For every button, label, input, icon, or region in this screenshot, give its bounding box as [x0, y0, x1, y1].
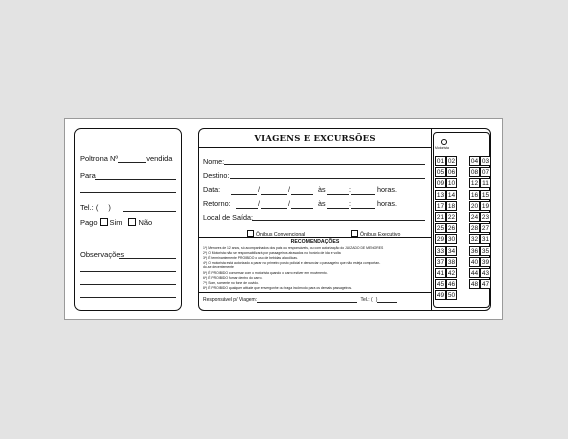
- seat-03[interactable]: 03: [481, 158, 490, 165]
- title-divider: [199, 147, 431, 148]
- seat-01[interactable]: 01: [436, 158, 445, 165]
- retorno-month-field[interactable]: [261, 199, 287, 209]
- seat-38[interactable]: 38: [447, 258, 456, 266]
- responsavel-field[interactable]: [257, 302, 357, 303]
- poltrona-row: [80, 154, 172, 163]
- recomendacao-item: 6º) É PROIBIDO fumar dentro do carro.: [203, 276, 263, 280]
- seat-17[interactable]: 17: [436, 202, 445, 210]
- footer-divider: [199, 292, 431, 293]
- slash: /: [258, 199, 260, 208]
- seat-10[interactable]: 10: [447, 180, 456, 188]
- nome-label: Nome:: [203, 157, 225, 166]
- seat-21[interactable]: 21: [436, 214, 445, 221]
- tel-paren: ): [108, 203, 111, 212]
- para-label: Para: [80, 171, 96, 180]
- recomendacao-item: 7º) Som, somente no fone de ouvido.: [203, 281, 259, 285]
- bus-convencional-label: Ônibus Convencional: [256, 232, 306, 238]
- seat-30[interactable]: 30: [447, 236, 456, 244]
- destino-field[interactable]: [230, 178, 425, 179]
- seat-34[interactable]: 34: [447, 247, 456, 255]
- seat-33[interactable]: 33: [436, 247, 445, 255]
- data-month-field[interactable]: [261, 185, 287, 195]
- sim-checkbox[interactable]: [100, 218, 108, 226]
- data-year-field[interactable]: [291, 185, 313, 195]
- seat-39[interactable]: 39: [481, 258, 490, 266]
- pago-label: Pago: [80, 218, 98, 227]
- seat-02[interactable]: 02: [447, 158, 456, 165]
- seat-23[interactable]: 23: [481, 214, 490, 221]
- seat-18[interactable]: 18: [447, 202, 456, 210]
- seat-31[interactable]: 31: [481, 236, 490, 244]
- retorno-minute-field[interactable]: [351, 199, 375, 209]
- recomendacoes-title: RECOMENDAÇÕES: [290, 239, 340, 245]
- tel-row: [80, 203, 111, 212]
- recomendacao-item: 4º) O motorista está autorizado a parar no primeiro posto policial e denunciar o passageiro que não esteja comportan-: [203, 261, 381, 265]
- data-minute-field[interactable]: [351, 185, 375, 195]
- retorno-day-field[interactable]: [236, 199, 258, 209]
- recomendacoes-divider: [199, 237, 431, 238]
- footer-row: [203, 297, 397, 303]
- bus-executivo-checkbox[interactable]: [351, 230, 358, 237]
- colon: :: [349, 185, 351, 194]
- ticket-main: [198, 128, 491, 311]
- as-label: às: [318, 199, 326, 208]
- seat-47[interactable]: 47: [481, 281, 490, 289]
- slash: /: [288, 199, 290, 208]
- responsavel-label: Responsável p/ Viagem:: [203, 297, 258, 303]
- data-hour-field[interactable]: [327, 185, 349, 195]
- data-row: [203, 185, 397, 194]
- seat-40[interactable]: 40: [470, 258, 479, 266]
- seat-32[interactable]: 32: [470, 236, 479, 244]
- local-saida-field[interactable]: [252, 220, 425, 221]
- seat-15[interactable]: 15: [481, 191, 490, 199]
- seat-04[interactable]: 04: [470, 158, 479, 165]
- nao-checkbox[interactable]: [128, 218, 136, 226]
- seat-13[interactable]: 13: [436, 191, 445, 199]
- observacoes-line2[interactable]: [80, 271, 176, 272]
- recomendacao-item: 3º) É terminantemente PROIBIDO o uso de bebidas alcoólicas.: [203, 256, 298, 260]
- seat-29[interactable]: 29: [436, 236, 445, 244]
- data-day-field[interactable]: [231, 185, 257, 195]
- seat-35[interactable]: 35: [481, 247, 490, 255]
- seat-27[interactable]: 27: [481, 225, 490, 233]
- retorno-hour-field[interactable]: [327, 199, 349, 209]
- local-saida-label: Local de Saída:: [203, 213, 253, 222]
- slash: /: [288, 185, 290, 194]
- seat-06[interactable]: 06: [447, 169, 456, 177]
- seat-50[interactable]: 50: [447, 292, 456, 300]
- footer-tel-label: Tel.: (: [360, 297, 373, 303]
- seat-11[interactable]: 11: [480, 178, 491, 188]
- seat-44[interactable]: 44: [470, 270, 479, 277]
- seat-09[interactable]: 09: [436, 180, 445, 188]
- seat-25[interactable]: 25: [436, 225, 445, 233]
- retorno-label: Retorno:: [203, 199, 231, 208]
- sim-label: Sim: [109, 218, 123, 227]
- seat-12[interactable]: 12: [470, 180, 479, 188]
- seat-45[interactable]: 45: [436, 281, 445, 289]
- seat-map: [433, 132, 490, 308]
- observacoes-field[interactable]: [119, 258, 176, 259]
- poltrona-label: Poltrona Nº: [80, 154, 119, 163]
- tel-label: Tel.: (: [80, 203, 99, 212]
- recomendacao-item: 2º) O Motorista não se responsabilizará por passageiros atrasados no horário de ida e volta: [203, 251, 341, 255]
- recomendacao-item: 8º) É PROIBIDO qualquer atitude que envergonhe ou traga incômodo para os demais passageiros.: [203, 286, 353, 290]
- seat-08[interactable]: 08: [470, 169, 479, 177]
- nao-label: Não: [138, 218, 153, 227]
- bus-executivo-label: Ônibus Executivo: [360, 232, 401, 238]
- retorno-year-field[interactable]: [291, 199, 313, 209]
- seat-49[interactable]: 49: [436, 292, 445, 300]
- slash: /: [258, 185, 260, 194]
- colon: :: [349, 199, 351, 208]
- para-field[interactable]: [95, 179, 176, 180]
- footer-tel-paren: ): [375, 297, 378, 303]
- steering-wheel-icon: [441, 139, 447, 145]
- recomendacao-item: do-se decentemente: [203, 265, 234, 269]
- observacoes-line3[interactable]: [80, 284, 176, 285]
- para-field-line2[interactable]: [80, 192, 176, 193]
- horas-label: horas.: [377, 199, 397, 208]
- retorno-row: [203, 199, 397, 208]
- as-label: às: [318, 185, 326, 194]
- destino-label: Destino:: [203, 171, 230, 180]
- seat-42[interactable]: 42: [447, 270, 456, 277]
- data-label: Data:: [203, 185, 221, 194]
- seat-46[interactable]: 46: [447, 281, 456, 289]
- seat-16[interactable]: 16: [470, 191, 479, 199]
- seat-41[interactable]: 41: [436, 270, 445, 277]
- seat-28[interactable]: 28: [470, 225, 479, 233]
- seat-05[interactable]: 05: [436, 169, 445, 177]
- ticket-sheet: [64, 118, 503, 320]
- recomendacao-item: 1º) Menores de 12 anos, só acompanhados dos pais ou responsáveis, ou com autorização do JUIZADO DE MENORES: [203, 246, 384, 250]
- seat-14[interactable]: 14: [447, 191, 456, 199]
- seat-22[interactable]: 22: [447, 214, 456, 221]
- seat-37[interactable]: 37: [436, 258, 445, 266]
- vendida-label: vendida: [146, 154, 173, 163]
- seat-43[interactable]: 43: [481, 270, 490, 277]
- seat-divider: [431, 129, 432, 310]
- observacoes-label: Observações: [80, 250, 125, 259]
- seat-36[interactable]: 36: [470, 247, 479, 255]
- footer-tel-field[interactable]: [377, 302, 397, 303]
- seat-48[interactable]: 48: [470, 281, 479, 289]
- seat-19[interactable]: 19: [481, 202, 490, 210]
- ticket-title: VIAGENS E EXCURSÕES: [254, 134, 376, 144]
- poltrona-field[interactable]: [118, 162, 146, 163]
- motorista-label: Motorista: [435, 146, 449, 150]
- observacoes-line4[interactable]: [80, 297, 176, 298]
- seat-26[interactable]: 26: [447, 225, 456, 233]
- ticket-stub: [74, 128, 182, 311]
- nome-field[interactable]: [224, 164, 425, 165]
- recomendacao-item: 5º) É PROIBIDO conversar com o motorista quando o carro estiver em movimento.: [203, 271, 328, 275]
- bus-convencional-checkbox[interactable]: [247, 230, 254, 237]
- seat-07[interactable]: 07: [481, 169, 490, 177]
- horas-label: horas.: [377, 185, 397, 194]
- seat-24[interactable]: 24: [470, 214, 479, 221]
- seat-20[interactable]: 20: [470, 202, 479, 210]
- tel-field[interactable]: [123, 211, 176, 212]
- pago-row: [80, 218, 152, 227]
